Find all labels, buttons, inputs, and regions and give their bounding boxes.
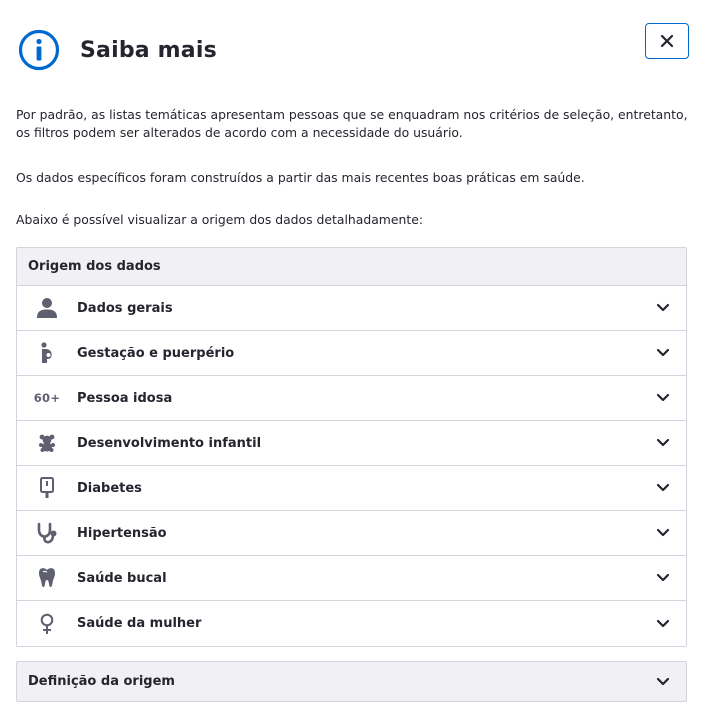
stethoscope-icon: [17, 522, 77, 544]
accordion-item-pessoa-idosa[interactable]: [17, 376, 686, 421]
chevron-down-icon: [656, 572, 670, 584]
chevron-down-icon: [656, 347, 670, 359]
chevron-down-icon: [656, 437, 670, 449]
origem-dos-dados-accordion: [16, 247, 687, 647]
definicao-da-origem-label: Definição da origem: [28, 674, 175, 689]
pregnant-icon: [17, 342, 77, 364]
item-label: Hipertensão: [77, 525, 167, 541]
info-icon: [18, 29, 60, 71]
intro-paragraph-3: Abaixo é possível visualizar a origem dos dados detalhadamente:: [16, 212, 424, 227]
origem-dos-dados-header: Origem dos dados: [17, 248, 686, 286]
item-label: Pessoa idosa: [77, 390, 173, 406]
item-label: Saúde bucal: [77, 570, 167, 586]
age-60-icon: [17, 391, 77, 405]
item-label: Gestação e puerpério: [77, 345, 235, 361]
chevron-down-icon: [656, 618, 670, 630]
accordion-item-diabetes[interactable]: [17, 466, 686, 511]
accordion-item-gestacao-e-puerperio[interactable]: [17, 331, 686, 376]
modal-title: Saiba mais: [80, 37, 217, 63]
item-label: Desenvolvimento infantil: [77, 435, 262, 451]
glucometer-icon: [17, 477, 77, 499]
accordion-item-saude-da-mulher[interactable]: [17, 601, 686, 646]
item-label: Saúde da mulher: [77, 616, 202, 631]
definicao-da-origem-accordion[interactable]: [16, 661, 687, 702]
chevron-down-icon: [656, 302, 670, 314]
accordion-item-saude-bucal[interactable]: [17, 556, 686, 601]
chevron-down-icon: [656, 527, 670, 539]
teddy-bear-icon: [17, 434, 77, 452]
person-icon: [17, 297, 77, 319]
age-60-text: 60+: [33, 391, 61, 405]
accordion-item-desenvolvimento-infantil[interactable]: [17, 421, 686, 466]
close-button[interactable]: [645, 23, 689, 59]
tooth-icon: [17, 567, 77, 589]
item-label: Diabetes: [77, 480, 142, 496]
item-label: Dados gerais: [77, 300, 173, 316]
accordion-item-hipertensao[interactable]: [17, 511, 686, 556]
chevron-down-icon: [656, 392, 670, 404]
modal-header: [18, 28, 217, 72]
chevron-down-icon: [656, 482, 670, 494]
accordion-item-dados-gerais[interactable]: [17, 286, 686, 331]
intro-paragraph-1: Por padrão, as listas temáticas apresentam pessoas que se enquadram nos critérios de seleção, entretanto, os filtros podem ser alterados de acordo com a necessidade do usuário.: [16, 107, 688, 140]
intro-paragraph-2: Os dados específicos foram construídos a partir das mais recentes boas práticas em saúde.: [16, 170, 585, 185]
female-symbol-icon: [17, 613, 77, 635]
close-icon: [660, 34, 674, 48]
chevron-down-icon: [656, 676, 670, 688]
